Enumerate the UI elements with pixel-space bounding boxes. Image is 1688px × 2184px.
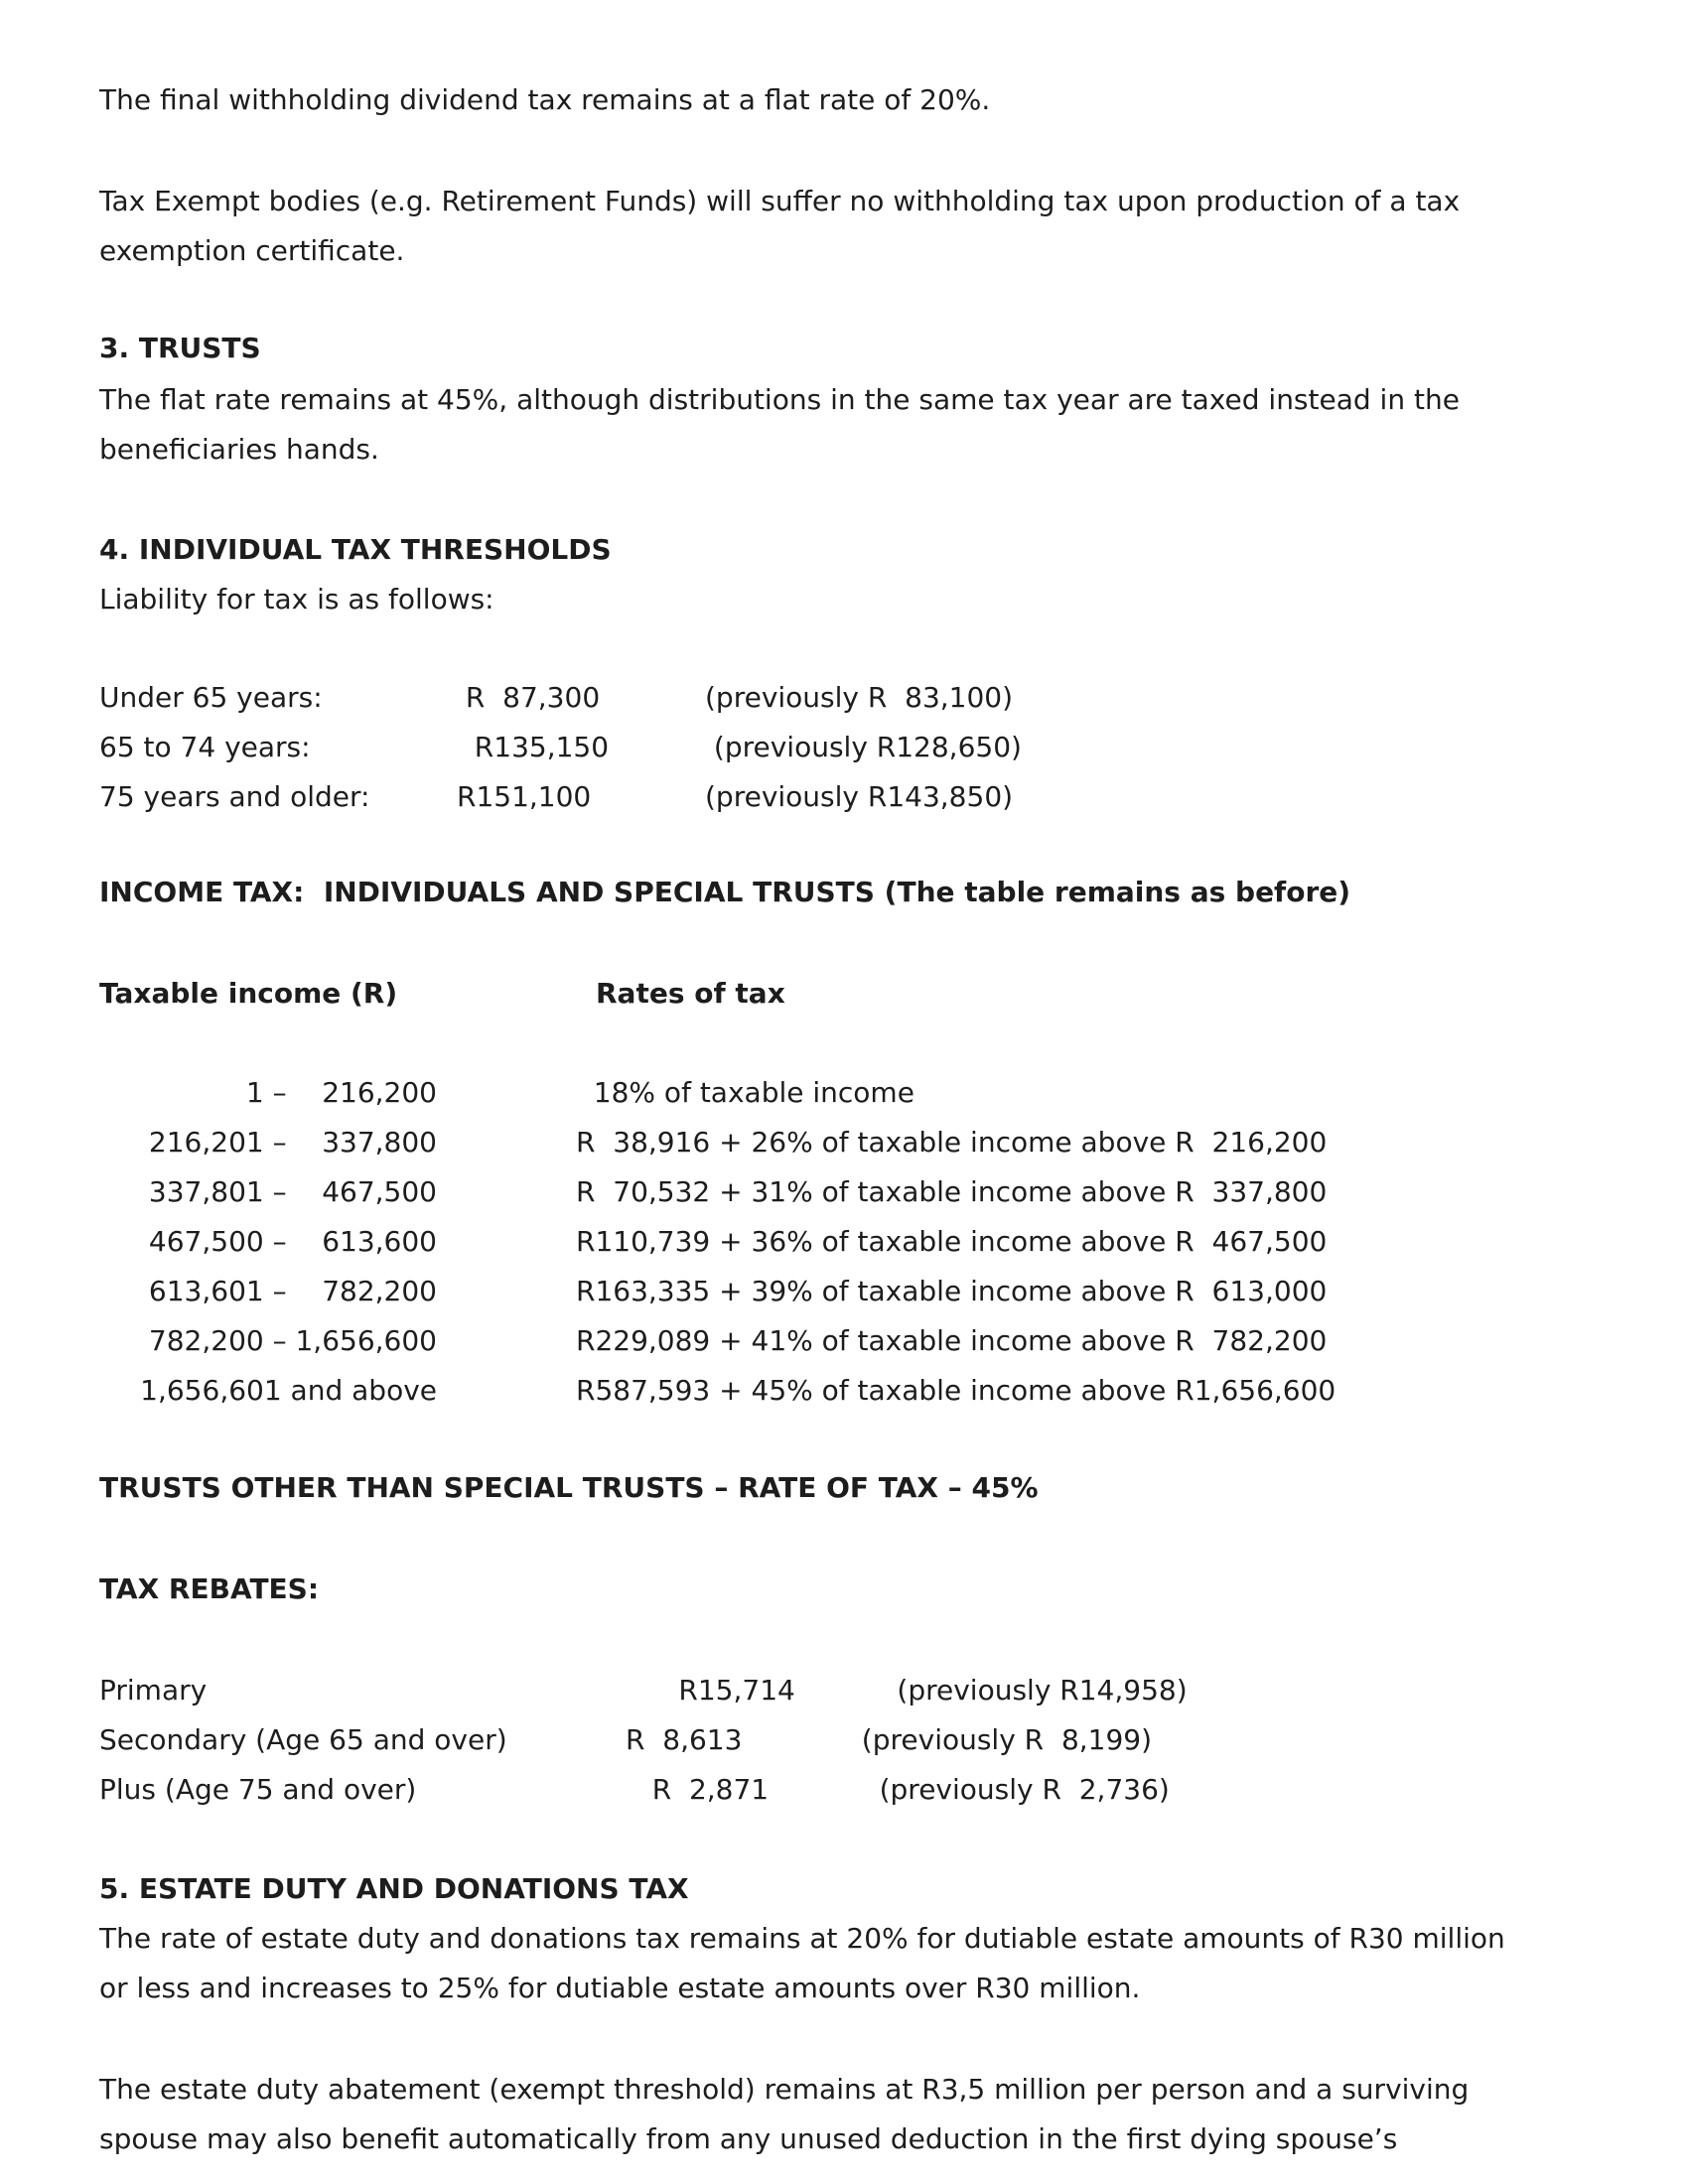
- threshold-label: 65 to 74 years:: [99, 731, 311, 763]
- table-row: [99, 1765, 1638, 1815]
- bracket-rate: R587,593 + 45% of taxable income above R1,656,600: [576, 1374, 1336, 1407]
- rebate-label: Secondary (Age 65 and over): [99, 1723, 507, 1756]
- table-row: [99, 1267, 1638, 1316]
- paragraph-line: The flat rate remains at 45%, although distributions in the same tax year are taxed instead in the: [99, 383, 1460, 416]
- table-row: [99, 1217, 1638, 1267]
- paragraph-line: The estate duty abatement (exempt threshold) remains at R3,5 million per person and a surviving: [99, 2073, 1470, 2106]
- thresholds-intro: Liability for tax is as follows:: [99, 583, 494, 615]
- thresholds-table: [99, 673, 1638, 822]
- estate-duty-paragraph-2: [99, 2065, 1638, 2164]
- bracket-rate: R 70,532 + 31% of taxable income above R 337,800: [576, 1175, 1328, 1208]
- rebate-amount: R15,714: [626, 1674, 795, 1706]
- threshold-label: 75 years and older:: [99, 780, 370, 813]
- paragraph-line: spouse may also benefit automatically from any unused deduction in the first dying spouse’s: [99, 2122, 1398, 2155]
- intro-paragraph-2: [99, 177, 1638, 276]
- table-row: [99, 1715, 1638, 1765]
- rebate-label: Primary: [99, 1674, 208, 1706]
- trusts-paragraph: [99, 375, 1638, 475]
- bracket-rate: R229,089 + 41% of taxable income above R 782,200: [576, 1324, 1328, 1357]
- column-header-rates-of-tax: Rates of tax: [596, 977, 785, 1010]
- bracket-range: 1 – 216,200: [245, 1076, 437, 1109]
- bracket-rate: R110,739 + 36% of taxable income above R 467,500: [576, 1225, 1328, 1258]
- tax-rebates-heading: TAX REBATES:: [99, 1572, 320, 1605]
- threshold-previous: (previously R 83,100): [705, 681, 1014, 714]
- section-heading-trusts: 3. TRUSTS: [99, 332, 261, 364]
- rebate-previous: (previously R 2,736): [844, 1773, 1170, 1806]
- threshold-previous: (previously R143,850): [705, 780, 1014, 813]
- bracket-range: 782,200 – 1,656,600: [148, 1324, 437, 1357]
- table-row: [99, 723, 1638, 772]
- paragraph-line: The rate of estate duty and donations tax remains at 20% for dutiable estate amounts of R30 million: [99, 1922, 1505, 1955]
- income-tax-column-headers: [99, 969, 1638, 1019]
- table-row: [99, 1118, 1638, 1167]
- paragraph-line: or less and increases to 25% for dutiable estate amounts over R30 million.: [99, 1972, 1141, 2004]
- section-heading-individual-tax-thresholds: 4. INDIVIDUAL TAX THRESHOLDS: [99, 533, 612, 566]
- paragraph-line: exemption certificate.: [99, 234, 405, 267]
- table-row: [99, 1068, 1638, 1118]
- paragraph-line: The final withholding dividend tax remains at a flat rate of 20%.: [99, 83, 991, 116]
- threshold-amount: R151,100: [457, 780, 592, 813]
- table-row: [99, 1666, 1638, 1715]
- section-heading-estate-duty: 5. ESTATE DUTY AND DONATIONS TAX: [99, 1872, 689, 1905]
- rebate-amount: R 2,871: [626, 1773, 770, 1806]
- rebate-previous: (previously R14,958): [844, 1674, 1188, 1706]
- income-tax-heading: INCOME TAX: INDIVIDUALS AND SPECIAL TRUSTS (The table remains as before): [99, 876, 1351, 908]
- threshold-previous: (previously R128,650): [705, 731, 1022, 763]
- bracket-rate: 18% of taxable income: [576, 1076, 914, 1109]
- bracket-rate: R163,335 + 39% of taxable income above R 613,000: [576, 1275, 1328, 1307]
- threshold-amount: R 87,300: [457, 681, 601, 714]
- bracket-range: 216,201 – 337,800: [148, 1126, 437, 1159]
- rebate-amount: R 8,613: [626, 1723, 743, 1756]
- rebates-table: [99, 1666, 1638, 1815]
- paragraph-line: Tax Exempt bodies (e.g. Retirement Funds) will suffer no withholding tax upon production of a tax: [99, 185, 1461, 217]
- table-row: [99, 1316, 1638, 1366]
- bracket-rate: R 38,916 + 26% of taxable income above R 216,200: [576, 1126, 1328, 1159]
- intro-paragraph-1: [99, 75, 1638, 125]
- estate-duty-paragraph-1: [99, 1914, 1638, 2013]
- rebate-label: Plus (Age 75 and over): [99, 1773, 417, 1806]
- threshold-amount: R135,150: [457, 731, 610, 763]
- table-row: [99, 1366, 1638, 1416]
- trusts-rate-heading: TRUSTS OTHER THAN SPECIAL TRUSTS – RATE OF TAX – 45%: [99, 1471, 1039, 1504]
- rebate-previous: (previously R 8,199): [844, 1723, 1153, 1756]
- bracket-range: 337,801 – 467,500: [148, 1175, 437, 1208]
- bracket-range: 467,500 – 613,600: [148, 1225, 437, 1258]
- table-row: [99, 1167, 1638, 1217]
- table-row: [99, 673, 1638, 723]
- paragraph-line: beneficiaries hands.: [99, 433, 379, 466]
- bracket-range: 1,656,601 and above: [140, 1374, 437, 1407]
- table-row: [99, 772, 1638, 822]
- income-tax-table: [99, 1068, 1638, 1416]
- column-header-taxable-income: Taxable income (R): [99, 977, 398, 1010]
- threshold-label: Under 65 years:: [99, 681, 323, 714]
- bracket-range: 613,601 – 782,200: [148, 1275, 437, 1307]
